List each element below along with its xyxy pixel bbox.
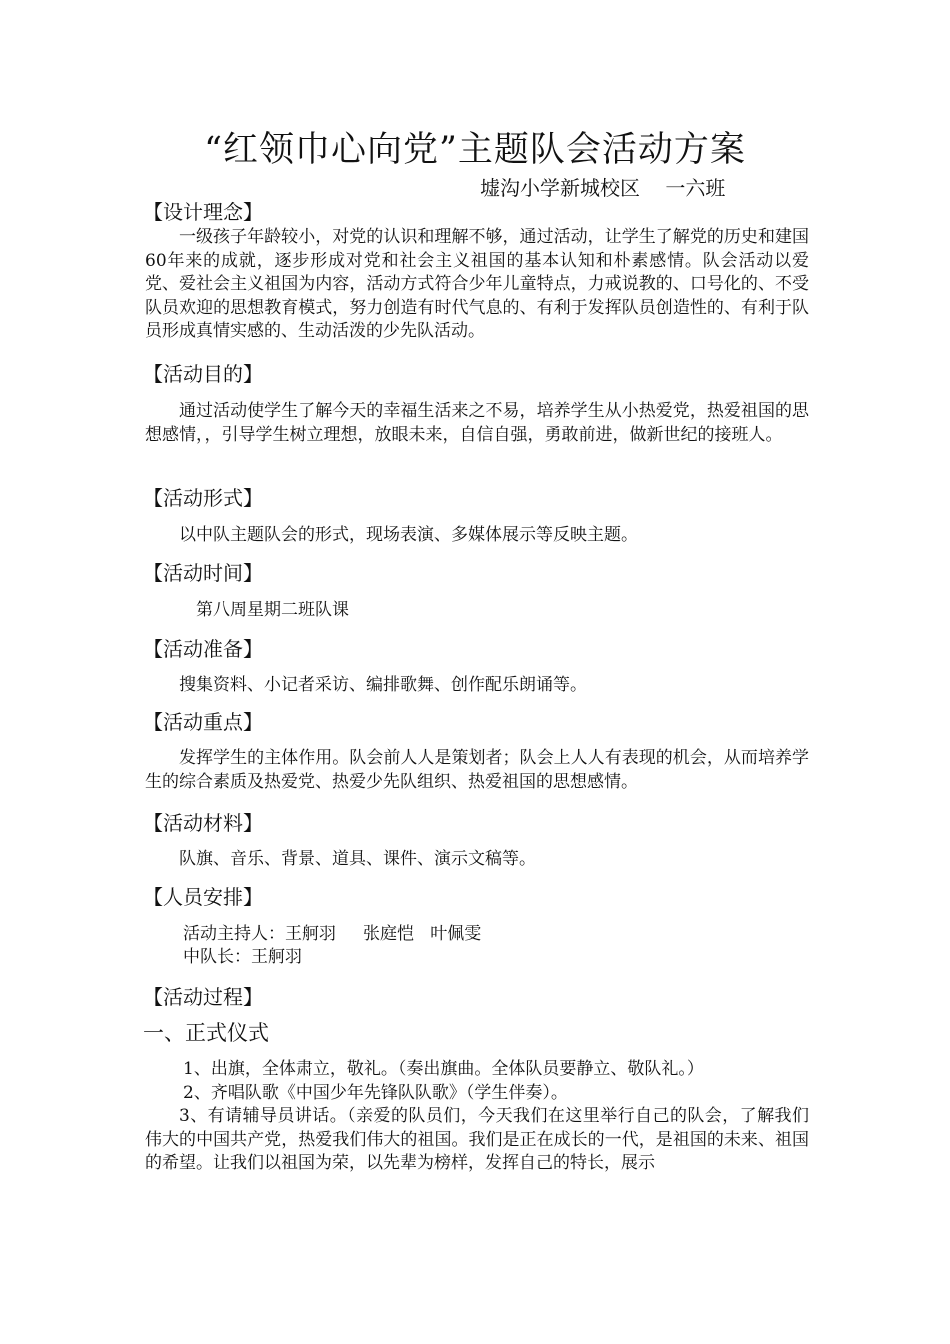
heading-key-points: 【活动重点】 (143, 710, 263, 734)
paragraph-form: 以中队主题队会的形式，现场表演、多媒体展示等反映主题。 (179, 525, 638, 545)
staffing-captain-line: 中队长：王舸羽 (183, 947, 302, 967)
paragraph-key-points: 发挥学生的主体作用。队会前人人是策划者；队会上人人有表现的机会，从而培养学生的综合素质及热爱党、热爱少先队组织、热爱祖国的思想感情。 (145, 748, 809, 792)
heading-purpose: 【活动目的】 (143, 362, 263, 386)
paragraph-preparation: 搜集资料、小记者采访、编排歌舞、创作配乐朗诵等。 (179, 675, 587, 695)
process-item-2: 2、齐唱队歌《中国少年先锋队队歌》（学生伴奏）。 (183, 1083, 568, 1103)
heading-preparation: 【活动准备】 (143, 637, 263, 661)
heading-design-concept: 【设计理念】 (143, 200, 263, 224)
school-class-line: 墟沟小学新城校区 一六班 (480, 176, 726, 200)
process-item-3: 3、有请辅导员讲话。（亲爱的队员们，今天我们在这里举行自己的队会，了解我们伟大的中国共产党，热爱我们伟大的祖国。我们是正在成长的一代，是祖国的未来、祖国的希望。让我们以祖国为荣，以先辈为榜样，发挥自己的特长，展示 (145, 1106, 809, 1173)
paragraph-design-concept: 一级孩子年龄较小，对党的认识和理解不够，通过活动，让学生了解党的历史和建国60年来的成就，逐步形成对党和社会主义祖国的基本认知和朴素感情。队会活动以爱党、爱社会主义祖国为内容，活动方式符合少年儿童特点，力戒说教的、口号化的、不受队员欢迎的思想教育模式，努力创造有时代气息的、有利于发挥队员创造性的、有利于队员形成真情实感的、生动活泼的少先队活动。 (145, 227, 809, 341)
heading-process: 【活动过程】 (143, 985, 263, 1009)
document-title: “红领巾心向党”主题队会活动方案 (204, 130, 746, 170)
heading-materials: 【活动材料】 (143, 811, 263, 835)
paragraph-purpose: 通过活动使学生了解今天的幸福生活来之不易，培养学生从小热爱党，热爱祖国的思想感情，，引导学生树立理想，放眼未来，自信自强，勇敢前进，做新世纪的接班人。 (145, 401, 809, 445)
heading-staffing: 【人员安排】 (143, 885, 263, 909)
heading-time: 【活动时间】 (143, 561, 263, 585)
process-item-1: 1、出旗，全体肃立，敬礼。（奏出旗曲。全体队员要静立、敬队礼。） (183, 1059, 704, 1079)
paragraph-materials: 队旗、音乐、背景、道具、课件、演示文稿等。 (179, 849, 536, 869)
staffing-hosts-line: 活动主持人：王舸羽 张庭恺 叶佩雯 (183, 924, 482, 944)
heading-form: 【活动形式】 (143, 486, 263, 510)
process-part-one-heading: 一、正式仪式 (143, 1021, 269, 1045)
paragraph-time: 第八周星期二班队课 (196, 600, 349, 620)
